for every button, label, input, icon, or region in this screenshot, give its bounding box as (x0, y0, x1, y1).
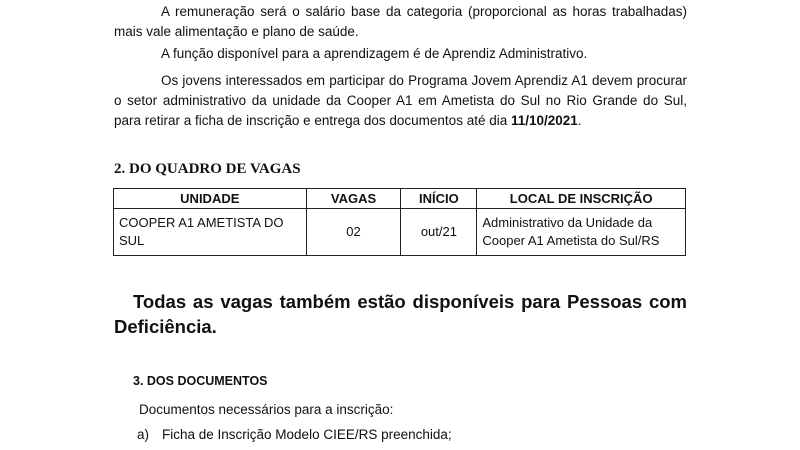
section-title-documentos: 3. DOS DOCUMENTOS (133, 374, 268, 388)
header-vagas: VAGAS (306, 189, 401, 209)
table-header-row (114, 189, 686, 209)
documents-intro: Documentos necessários para a inscrição: (139, 402, 394, 417)
cell-inicio: out/21 (401, 209, 477, 256)
pcd-notice: Todas as vagas também estão disponíveis para Pessoas com Deficiência. (114, 291, 687, 337)
paragraph-inscricao (114, 71, 687, 131)
inscricao-end: . (577, 113, 582, 128)
cell-local: Administrativo da Unidade da Cooper A1 Ametista do Sul/RS (477, 209, 686, 256)
paragraph-funcao: A função disponível para a aprendizagem é de Aprendiz Administrativo. (161, 46, 588, 61)
list-item-text: Ficha de Inscrição Modelo CIEE/RS preenchida; (162, 427, 452, 442)
inscricao-date: 11/10/2021 (510, 113, 578, 128)
table-row (114, 209, 686, 256)
header-local: LOCAL DE INSCRIÇÃO (477, 189, 686, 209)
header-unidade: UNIDADE (114, 189, 307, 209)
paragraph-remuneracao: A remuneração será o salário base da categoria (proporcional as horas trabalhadas) mais vale alimentação e plano de saúde. (114, 4, 687, 39)
cell-vagas: 02 (306, 209, 401, 256)
cell-unidade: COOPER A1 AMETISTA DO SUL (114, 209, 307, 256)
vagas-table (113, 188, 686, 256)
section-title-vagas: 2. DO QUADRO DE VAGAS (114, 161, 301, 177)
header-inicio: INÍCIO (401, 189, 477, 209)
list-item (137, 427, 452, 442)
inscricao-text: Os jovens interessados em participar do Programa Jovem Aprendiz A1 devem procurar o setor administrativo da unidade da Cooper A1 em Ametista do Sul no Rio Grande do Sul, para retirar a ficha de inscrição e entrega dos documentos até dia (114, 73, 687, 128)
list-item-marker: a) (137, 427, 150, 442)
